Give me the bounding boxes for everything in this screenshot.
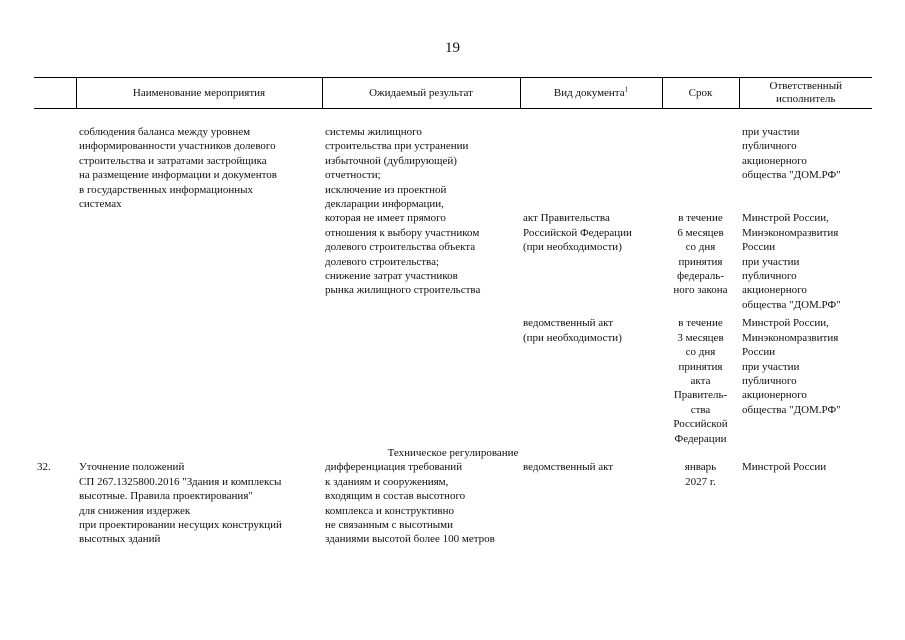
header-doc-type-label: Вид документа	[553, 86, 625, 99]
responsible-continued: при участии публичного акционерного общества "ДОМ.РФ"	[742, 126, 841, 182]
row-number: 32.	[37, 461, 51, 474]
table-row	[34, 109, 872, 212]
measure-name: Уточнение положений СП 267.1325800.2016 "Здания и комплексы высотные. Правила проектирования" для снижения издержек при проектировании несущих конструкций высотных зданий	[79, 461, 282, 546]
page-number: 19	[445, 40, 460, 56]
document-type: ведомственный акт	[523, 461, 614, 474]
document-type: ведомственный акт (при необходимости)	[523, 317, 622, 344]
header-responsible: Ответственный исполнитель	[739, 78, 872, 109]
table-row	[34, 312, 872, 446]
section-row	[34, 446, 872, 460]
header-number	[34, 78, 76, 109]
responsible: Минстрой России	[742, 461, 827, 474]
section-title: Техническое регулирование	[387, 446, 519, 459]
footnote-marker: 1	[624, 84, 629, 93]
responsible: Минстрой России, Минэкономразвития России при участии публичного акционерного общества "ДОМ.РФ"	[742, 212, 841, 311]
header-term: Срок	[662, 78, 739, 109]
measures-table	[34, 77, 872, 547]
responsible: Минстрой России, Минэкономразвития России при участии публичного акционерного общества "ДОМ.РФ"	[742, 317, 841, 416]
header-doc-type	[520, 78, 662, 109]
term: январь 2027 г.	[684, 461, 717, 488]
term: в течение 6 месяцев со дня принятия федераль- ного закона	[673, 212, 728, 297]
header-result: Ожидаемый результат	[322, 78, 520, 109]
document-type: акт Правительства Российской Федерации (при необходимости)	[523, 212, 632, 254]
measure-name-continued: соблюдения баланса между уровнем информированности участников долевого строительства и затратами застройщика на размещение информации и документов в государственных информационных системах	[79, 126, 277, 211]
term: в течение 3 месяцев со дня принятия акта Правитель- ства Российской Федерации	[673, 317, 728, 445]
table-header-row	[34, 78, 872, 109]
table-row	[34, 460, 872, 546]
expected-result: дифференциация требований к зданиям и сооружениям, входящим в состав высотного комплекса и конструктивно не связанным с высотными зданиями высотой более 100 метров	[325, 461, 495, 546]
expected-result-continued: системы жилищного строительства при устранении избыточной (дублирующей) отчетности; исключение из проектной декларации информации, которая не имеет прямого отношения к выбору участником долевого строительства объекта долевого строительства; снижение затрат участников рынка жилищного строительства	[325, 126, 481, 297]
header-name: Наименование мероприятия	[76, 78, 322, 109]
